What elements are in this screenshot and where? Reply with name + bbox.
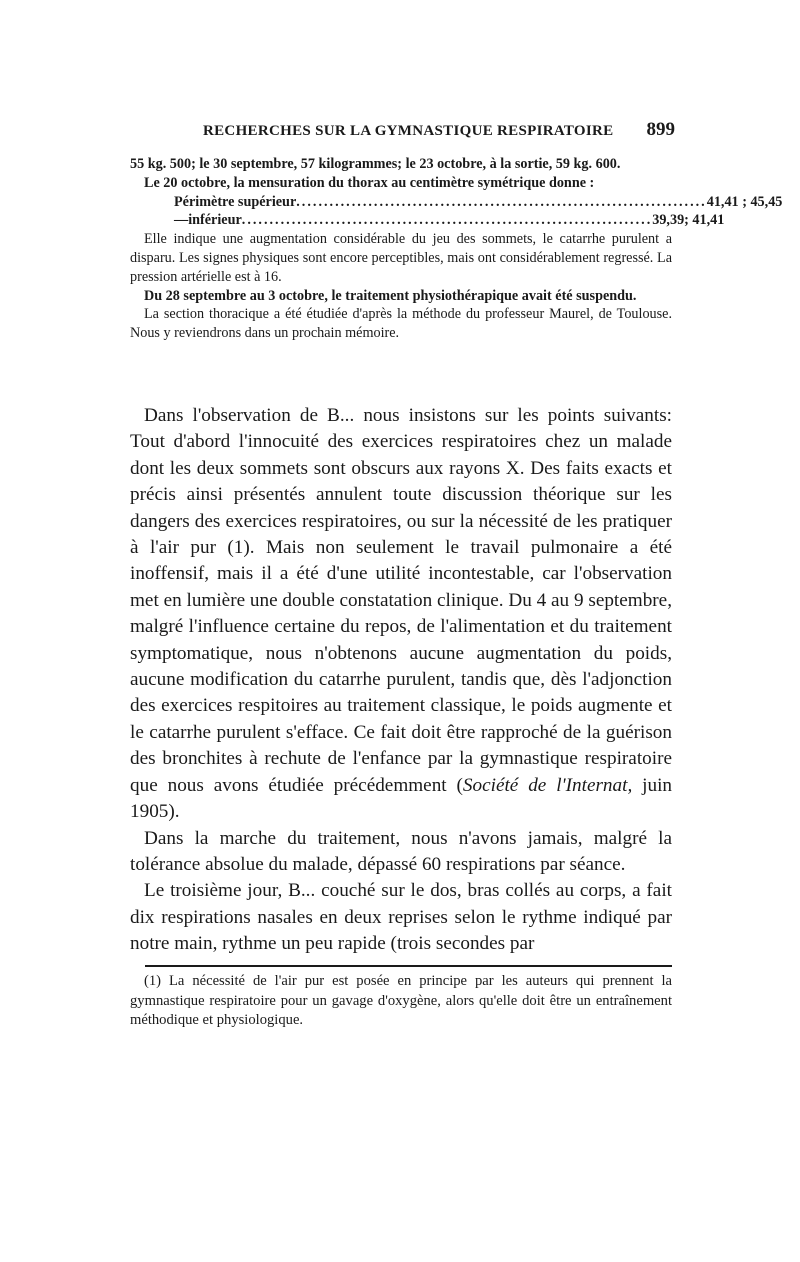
row-label: inférieur (188, 212, 242, 229)
measurement-intro: Le 20 octobre, la mensuration du thorax au centimètre symétrique donne : (144, 174, 595, 191)
method-paragraph: La section thoracique a été étudiée d'après la méthode du professeur Maurel, de Toulouse. Nous y reviendrons dans un prochain mémoire. (130, 306, 672, 342)
citation-italic: Société de l'Internat, (462, 774, 633, 796)
footnote-text: (1) La nécessité de l'air pur est posée en principe par les auteurs qui prennent la gymnastique respiratoire pour un gavage d'oxygène, alors qu'elle doit être un entraînement méthodique et physiologique. (130, 973, 672, 1028)
measurement-row-upper (130, 193, 783, 212)
result-paragraph: Elle indique une augmentation considérable du jeu des sommets, le catarrhe purulent a disparu. Les signes physiques sont encore perceptibles, mais ont considérablement regressé. La pression artérielle est à 16. (130, 231, 672, 285)
ditto-dash: — (174, 212, 189, 229)
footnote-rule (145, 965, 672, 967)
running-title: RECHERCHES SUR LA GYMNASTIQUE RESPIRATOIRE (203, 123, 614, 139)
leader-dots: .......................................................................... (241, 212, 653, 229)
running-header (203, 119, 675, 141)
row-value: 39,39; 41,41 (652, 212, 725, 229)
discussion-text-a: Dans l'observation de B... nous insistons sur les points suivants: Tout d'abord l'innocuité des exercices respiratoires chez un malade dont les deux sommets sont obscurs aux rayons X. Des faits exacts et précis ainsi présentés annulent toute discussion théorique sur les dangers des exercices respiratoires, ou sur la nécessité de les pratiquer à l'air pur (1). Mais non seulement le travail pulmonaire a été inoffensif, mais il a été d'une utilité incontestable, car l'observation met en lumière une double constatation clinique. Du 4 au 9 septembre, malgré l'influence certaine du repos, de l'alimentation et du traitement symptomatique, nous n'obtenons aucune augmentation du poids, aucune modification du catarrhe purulent, tandis que, dès l'adjonction des exercices respitoires au traitement classique, le poids augmente et le catarrhe purulent s'efface. Ce fait doit être rapproché de la guérison des bronchites à rechute de l'enfance par la gymnastique respiratoire que nous avons étudiée précédemment ( (130, 405, 672, 796)
measurement-row-lower (130, 211, 725, 230)
footnote (130, 972, 672, 1031)
treatment-paragraph: Dans la marche du traitement, nous n'avons jamais, malgré la tolérance absolue du malade, dépassé 60 respirations par séance. (130, 827, 672, 875)
row-value: 41,41 ; 45,45 (706, 193, 783, 210)
page-number: 899 (646, 119, 675, 140)
small-print-section (130, 155, 783, 343)
discussion-paragraph (130, 403, 672, 826)
main-text (130, 403, 672, 958)
leader-dots: .......................................................................... (296, 193, 707, 210)
discussion-text-b: juin 1905). (130, 774, 672, 823)
third-day-paragraph: Le troisième jour, B... couché sur le dos, bras collés au corps, a fait dix respirations nasales en deux reprises selon le rythme indiqué par notre main, rythme un peu rapide (trois secondes par (130, 880, 672, 955)
row-label: Périmètre supérieur (174, 193, 297, 210)
weight-paragraph: 55 kg. 500; le 30 septembre, 57 kilogrammes; le 23 octobre, à la sortie, 59 kg. 600. (130, 156, 621, 172)
suspension-paragraph: Du 28 septembre au 3 octobre, le traitement physiothérapique avait été suspendu. (144, 287, 637, 304)
